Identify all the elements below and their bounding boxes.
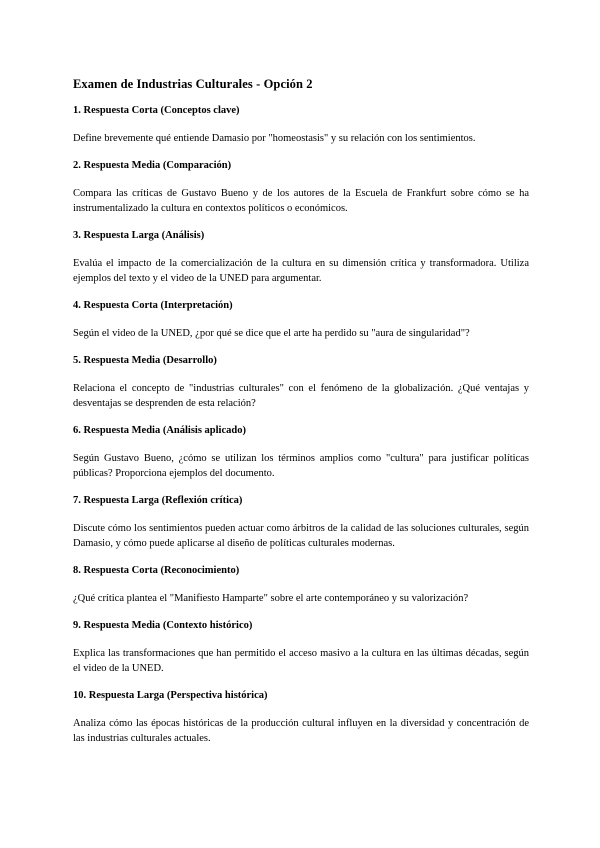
question-heading: 7. Respuesta Larga (Reflexión crítica): [73, 495, 243, 506]
question-6: [73, 424, 529, 481]
question-10: [73, 689, 529, 746]
question-text: Según Gustavo Bueno, ¿cómo se utilizan los términos amplios como "cultura" para justificar políticas públicas? Proporciona ejemplos del documento.: [73, 453, 529, 479]
question-4: [73, 299, 529, 341]
question-text: Discute cómo los sentimientos pueden actuar como árbitros de la calidad de las soluciones culturales, según Damasio, y cómo puede aplicarse al diseño de políticas culturales modernas.: [73, 523, 529, 549]
question-text: Define brevemente qué entiende Damasio por "homeostasis" y su relación con los sentimientos.: [73, 133, 476, 144]
question-3: [73, 229, 529, 286]
question-9: [73, 619, 529, 676]
question-text: Analiza cómo las épocas históricas de la producción cultural influyen en la diversidad y concentración de las industrias culturales actuales.: [73, 718, 529, 744]
question-heading: 5. Respuesta Media (Desarrollo): [73, 355, 217, 366]
question-text: Relaciona el concepto de "industrias culturales" con el fenómeno de la globalización. ¿Qué ventajas y desventajas se desprenden de esta relación?: [73, 383, 529, 409]
question-heading: 4. Respuesta Corta (Interpretación): [73, 300, 233, 311]
question-heading: 6. Respuesta Media (Análisis aplicado): [73, 425, 246, 436]
question-heading: 3. Respuesta Larga (Análisis): [73, 230, 205, 241]
document-title: Examen de Industrias Culturales - Opción 2: [73, 77, 313, 91]
question-text: Explica las transformaciones que han permitido el acceso masivo a la cultura en las últimas décadas, según el video de la UNED.: [73, 648, 529, 674]
question-heading: 9. Respuesta Media (Contexto histórico): [73, 620, 253, 631]
question-text: Según el video de la UNED, ¿por qué se dice que el arte ha perdido su "aura de singularidad"?: [73, 328, 470, 339]
question-5: [73, 354, 529, 411]
question-text: Compara las críticas de Gustavo Bueno y de los autores de la Escuela de Frankfurt sobre cómo se ha instrumentalizado la cultura en contextos políticos o económicos.: [73, 188, 529, 214]
question-7: [73, 494, 529, 551]
question-heading: 10. Respuesta Larga (Perspectiva histórica): [73, 690, 268, 701]
question-text: ¿Qué crítica plantea el "Manifiesto Hamparte" sobre el arte contemporáneo y su valorización?: [73, 593, 469, 604]
question-1: [73, 104, 529, 146]
question-heading: 8. Respuesta Corta (Reconocimiento): [73, 565, 240, 576]
document-page: [73, 76, 529, 759]
question-8: [73, 564, 529, 606]
question-2: [73, 159, 529, 216]
question-text: Evalúa el impacto de la comercialización de la cultura en su dimensión crítica y transformadora. Utiliza ejemplos del texto y el video de la UNED para argumentar.: [73, 258, 529, 284]
question-heading: 2. Respuesta Media (Comparación): [73, 160, 232, 171]
question-heading: 1. Respuesta Corta (Conceptos clave): [73, 105, 240, 116]
